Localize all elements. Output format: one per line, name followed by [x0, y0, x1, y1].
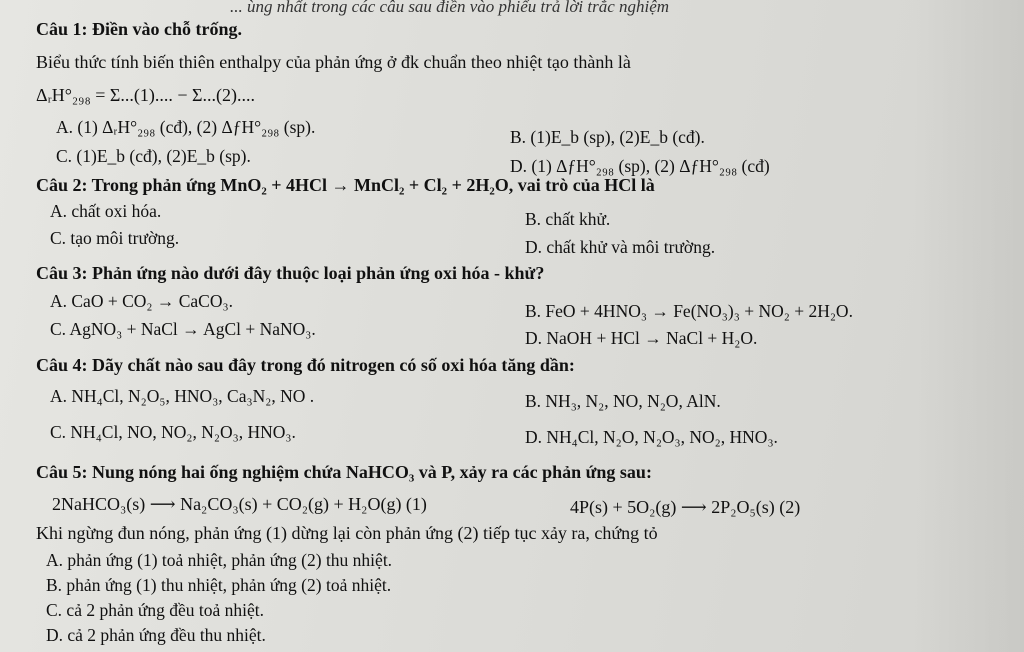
q2-option-d: D. chất khử và môi trường.: [525, 237, 716, 257]
q5-text: Khi ngừng đun nóng, phản ứng (1) dừng lại còn phản ứng (2) tiếp tục xảy ra, chứng tỏ: [36, 523, 658, 543]
q3-option-a: A. CaO + CO₂ → CaCO₃.: [50, 291, 233, 311]
q1-option-a: A. (1) ΔᵣH°₂₉₈ (cđ), (2) ΔƒH°₂₉₈ (sp).: [56, 117, 316, 137]
q3-option-c: C. AgNO₃ + NaCl → AgCl + NaNO₃.: [50, 319, 316, 339]
q5-option-a: A. phản ứng (1) toả nhiệt, phản ứng (2) thu nhiệt.: [46, 550, 393, 570]
background-shadow: [914, 0, 1024, 652]
q4-title: Câu 4: Dãy chất nào sau đây trong đó nitrogen có số oxi hóa tăng dần:: [36, 355, 575, 375]
q5-equation-2: 4P(s) + 5O₂(g) ⟶ 2P₂O₅(s) (2): [570, 497, 801, 517]
q5-option-d: D. cả 2 phản ứng đều thu nhiệt.: [46, 625, 266, 645]
q1-formula: ΔᵣH°₂₉₈ = Σ...(1).... − Σ...(2)....: [36, 85, 255, 105]
q4-option-b: B. NH₃, N₂, NO, N₂O, AlN.: [525, 391, 721, 411]
q1-title: Câu 1: Điền vào chỗ trống.: [36, 19, 242, 39]
q5-title: Câu 5: Nung nóng hai ống nghiệm chứa NaHCO₃ và P, xảy ra các phản ứng sau:: [36, 462, 652, 482]
q2-option-b: B. chất khử.: [525, 209, 611, 229]
q2-option-c: C. tạo môi trường.: [50, 228, 180, 248]
q5-option-b: B. phản ứng (1) thu nhiệt, phản ứng (2) toả nhiệt.: [46, 575, 392, 595]
q5-equation-1: 2NaHCO₃(s) ⟶ Na₂CO₃(s) + CO₂(g) + H₂O(g) (1): [52, 494, 427, 514]
q4-option-d: D. NH₄Cl, N₂O, N₂O₃, NO₂, HNO₃.: [525, 427, 778, 447]
q2-option-a: A. chất oxi hóa.: [50, 201, 162, 221]
q3-option-b: B. FeO + 4HNO₃ → Fe(NO₃)₃ + NO₂ + 2H₂O.: [525, 301, 853, 321]
q3-option-d: D. NaOH + HCl → NaCl + H₂O.: [525, 328, 758, 348]
q3-title: Câu 3: Phản ứng nào dưới đây thuộc loại phản ứng oxi hóa - khử?: [36, 263, 545, 283]
q1-text: Biểu thức tính biến thiên enthalpy của phản ứng ở đk chuẩn theo nhiệt tạo thành là: [36, 52, 631, 72]
q1-option-d: D. (1) ΔƒH°₂₉₈ (sp), (2) ΔƒH°₂₉₈ (cđ): [510, 156, 770, 176]
header-instruction: ... ùng nhất trong các câu sau điền vào phiếu trả lời trắc nghiệm: [230, 0, 670, 16]
q2-title: Câu 2: Trong phản ứng MnO₂ + 4HCl → MnCl₂ + Cl₂ + 2H₂O, vai trò của HCl là: [36, 175, 655, 195]
q1-option-c: C. (1)E_b (cđ), (2)E_b (sp).: [56, 146, 251, 166]
q4-option-a: A. NH₄Cl, N₂O₅, HNO₃, Ca₃N₂, NO .: [50, 386, 315, 406]
q4-option-c: C. NH₄Cl, NO, NO₂, N₂O₃, HNO₃.: [50, 422, 296, 442]
q5-option-c: C. cả 2 phản ứng đều toả nhiệt.: [46, 600, 264, 620]
q1-option-b: B. (1)E_b (sp), (2)E_b (cđ).: [510, 127, 705, 147]
